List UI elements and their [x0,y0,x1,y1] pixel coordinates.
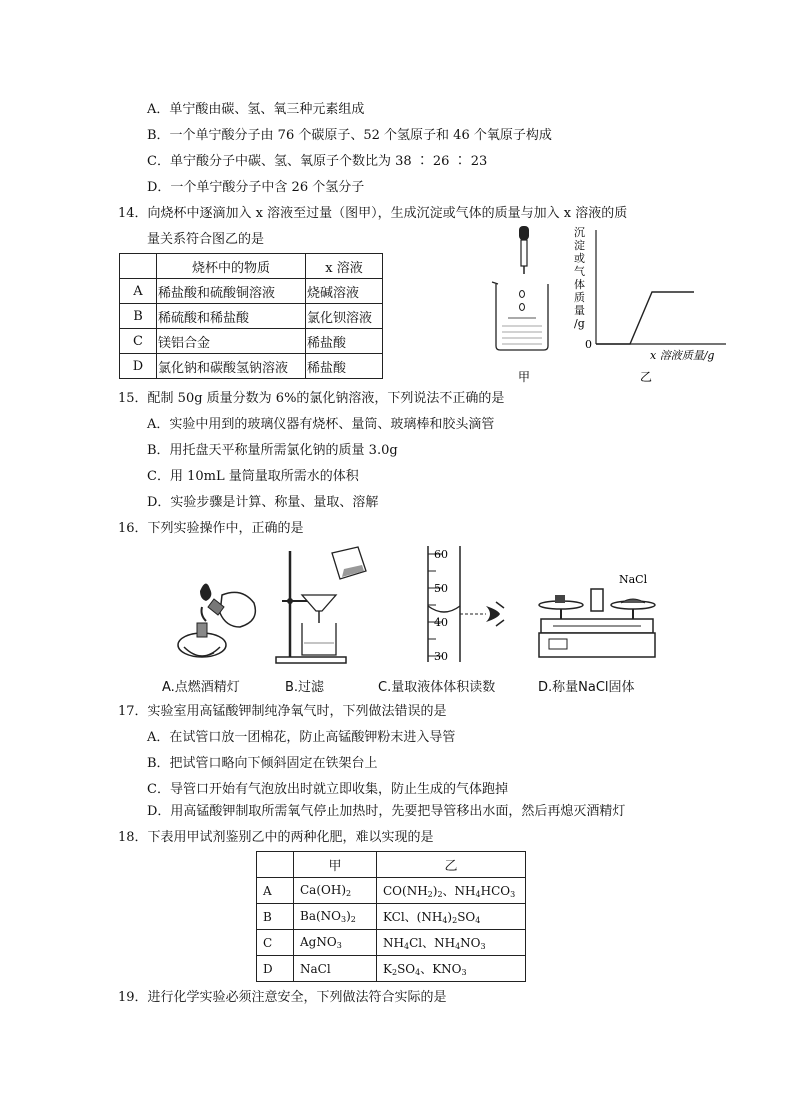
q14-stem-line1: 14．向烧杯中逐滴加入 x 溶液至过量（图甲），生成沉淀或气体的质量与加入 x 溶液的质 [118,206,628,221]
row-label: D [120,354,157,379]
cylinder-tick-label: 30 [434,650,448,663]
table-cell: 稀硫酸和稀盐酸 [157,304,306,329]
table-header: 乙 [377,852,526,878]
formula-cell: AgNO$_3$ [294,930,377,956]
q14-table [119,253,383,379]
row-label: B [257,904,294,930]
q16-caption-b: B.过滤 [285,680,325,695]
q16-caption-c: C.量取液体体积读数 [378,680,496,695]
table-header: x 溶液 [306,254,383,279]
formula-cell: $Ba(NO_3)_2$ [294,904,377,930]
formula-cell: NaCl [294,956,377,982]
ylabel-char: 沉 [574,226,585,239]
table-row [120,354,383,379]
q14-stem-line2: 量关系符合图乙的是 [147,232,265,247]
table-cell: 稀盐酸 [306,354,383,379]
table-row [257,878,526,904]
q15-option-d: D．实验步骤是计算、称量、量取、溶解 [147,495,379,510]
q17-option-c: C．导管口开始有气泡放出时就立即收集，防止生成的气体跑掉 [147,782,508,797]
q19-stem: 19．进行化学实验必须注意安全，下列做法符合实际的是 [118,990,447,1005]
origin-label: 0 [585,338,592,351]
q17-option-a: A．在试管口放一团棉花，防止高锰酸钾粉末进入导管 [147,730,456,745]
q14-graph [570,222,730,387]
table-row [257,852,526,878]
eye-icon [486,602,504,626]
tilted-lamp-icon [200,583,255,627]
filtration-figure [270,545,380,670]
ylabel-char: 淀 [574,239,585,252]
q15-option-c: C．用 10mL 量筒量取所需水的体积 [147,469,359,484]
figure-jia-label: 甲 [518,370,531,384]
dropper-icon [519,226,529,274]
figure-yi-label: 乙 [640,370,653,384]
q15-option-b: B．用托盘天平称量所需氯化钠的质量 3.0g [147,443,398,458]
table-cell: 氯化钠和碳酸氢钠溶液 [157,354,306,379]
graph-xlabel: x 溶液质量/g [650,349,715,362]
ylabel-char: 质 [574,291,585,304]
alcohol-lamp-figure [170,565,270,670]
table-header: 甲 [294,852,377,878]
beaker-icon [492,282,548,350]
table-header: 烧杯中的物质 [157,254,306,279]
row-label: D [257,956,294,982]
q18-table [256,851,526,982]
table-cell: 稀盐酸和硫酸铜溶液 [157,279,306,304]
q16-caption-d: D.称量NaCl固体 [538,680,635,695]
cylinder-tick-label: 40 [434,616,448,629]
q15-option-a: A．实验中用到的玻璃仪器有烧杯、量筒、玻璃棒和胶头滴管 [147,417,495,432]
formula-cell: $Ca(OH)_2$ [294,878,377,904]
balance-figure [535,565,665,670]
q13-option-b: B．一个单宁酸分子由 76 个碳原子、52 个氢原子和 46 个氧原子构成 [147,128,552,143]
q16-stem: 16．下列实验操作中，正确的是 [118,521,304,536]
q13-option-c: C．单宁酸分子中碳、氢、氧原子个数比为 38 ∶ 26 ∶ 23 [147,154,488,169]
table-row [257,956,526,982]
q13-option-a: A．单宁酸由碳、氢、氧三种元素组成 [147,102,365,117]
q15-stem: 15．配制 50g 质量分数为 6%的氯化钠溶液，下列说法不正确的是 [118,391,505,406]
table-cell: 镁铝合金 [157,329,306,354]
table-row [257,904,526,930]
table-row [257,930,526,956]
ylabel-char: 或 [574,252,585,265]
graduated-cylinder-icon [428,546,486,662]
table-row [120,254,383,279]
row-label: B [120,304,157,329]
funnel-icon [302,595,336,627]
pouring-beaker-icon [332,547,366,579]
beaker-dropper-figure [488,222,560,387]
ylabel-char: 量 [574,304,585,317]
table-cell [257,852,294,878]
formula-cell: KCl、$(NH_4)_2SO_4$ [377,904,526,930]
table-cell: 稀盐酸 [306,329,383,354]
q17-option-b: B．把试管口略向下倾斜固定在铁架台上 [147,756,378,771]
formula-cell: $NH_4Cl$、$NH_4NO_3$ [377,930,526,956]
table-cell [120,254,157,279]
cylinder-tick-label: 50 [434,582,448,595]
row-label: C [257,930,294,956]
collecting-beaker-icon [302,623,336,655]
ylabel-char: 体 [574,278,585,291]
formula-cell: $CO(NH_2)_2$、$NH_4HCO_3$ [377,878,526,904]
balance-label: NaCl [619,573,648,586]
ylabel-char: 气 [574,265,585,278]
graph-ylabel [574,226,585,330]
row-label: A [120,279,157,304]
table-cell: 氯化钡溶液 [306,304,383,329]
table-row [120,304,383,329]
q16-caption-a: A.点燃酒精灯 [162,680,240,695]
alcohol-lamp-icon [178,623,226,657]
graph-line [596,292,694,344]
balance-icon [539,589,655,657]
ylabel-char: /g [574,317,585,330]
formula-cell: $K_2SO_4$、$KNO_3$ [377,956,526,982]
cylinder-tick-label: 60 [434,548,448,561]
q18-stem: 18．下表用甲试剂鉴别乙中的两种化肥，难以实现的是 [118,830,434,845]
q17-option-d: D．用高锰酸钾制取所需氧气停止加热时，先要把导管移出水面，然后再熄灭酒精灯 [147,804,626,819]
q17-stem: 17．实验室用高锰酸钾制纯净氧气时，下列做法错误的是 [118,704,447,719]
q13-option-d: D．一个单宁酸分子中含 26 个氢分子 [147,180,365,195]
cylinder-figure [400,540,520,665]
row-label: A [257,878,294,904]
table-row [120,279,383,304]
table-cell: 烧碱溶液 [306,279,383,304]
table-row [120,329,383,354]
row-label: C [120,329,157,354]
